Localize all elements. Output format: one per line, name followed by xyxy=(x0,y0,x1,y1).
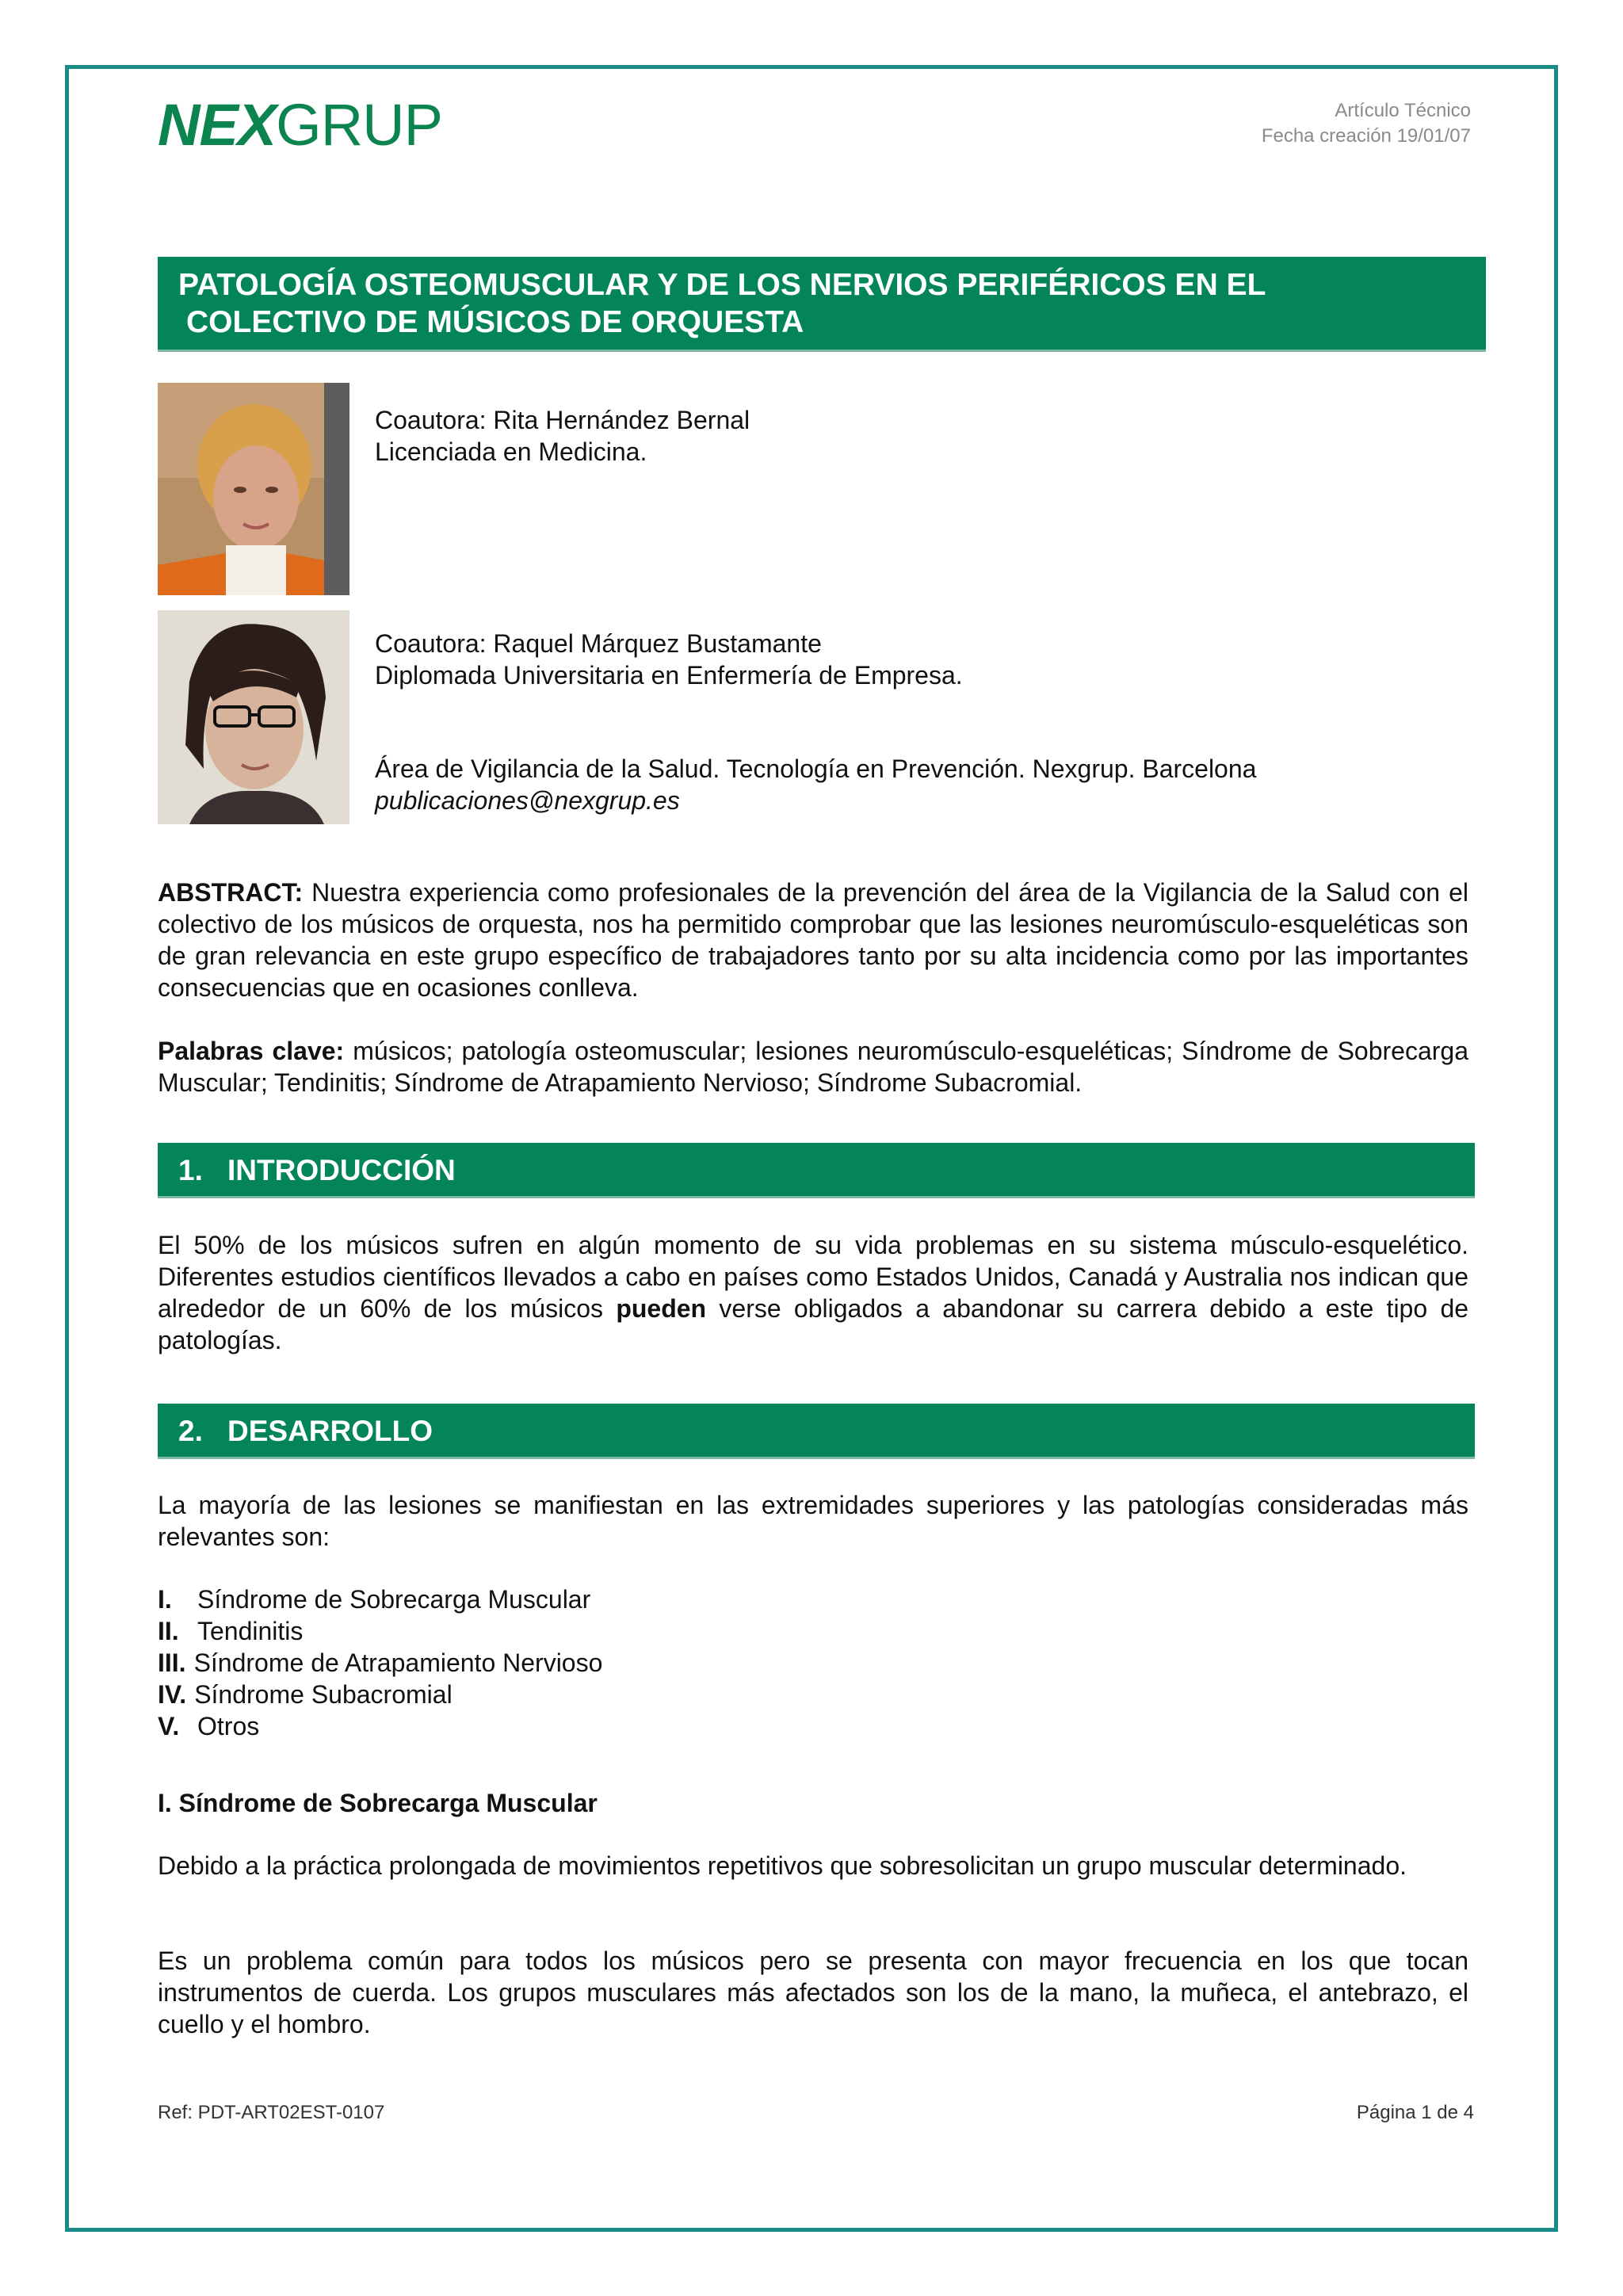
keywords-text: músicos; patología osteomuscular; lesiones neuromúsculo-esqueléticas; Síndrome de Sobrecarga Muscular; Tendinitis; Síndrome de Atrapamiento Nervioso; Síndrome Subacromial. xyxy=(158,1037,1469,1097)
footer-page-number: Página 1 de 4 xyxy=(1356,2102,1474,2123)
section-number: 1. xyxy=(178,1154,203,1186)
intro-text-end: verse obligados a abandonar su carrera debido a este tipo de patologías. xyxy=(158,1294,1469,1354)
list-item: III. Síndrome de Atrapamiento Nervioso xyxy=(158,1648,603,1677)
title-line-1: PATOLOGÍA OSTEOMUSCULAR Y DE LOS NERVIOS PERIFÉRICOS EN EL xyxy=(178,268,1266,302)
subsection-heading: I. Síndrome de Sobrecarga Muscular xyxy=(158,1789,598,1817)
list-item: I. Síndrome de Sobrecarga Muscular xyxy=(158,1585,591,1614)
article-title xyxy=(158,257,1486,352)
sobrecarga-paragraph-2: Es un problema común para todos los músicos pero se presenta con mayor frecuencia en los que tocan instrumentos de cuerda. Los grupos musculares más afectados son los de la mano, la muñeca, el antebrazo, el cuello y el hombro. xyxy=(158,1946,1468,2038)
author-photo-rita xyxy=(158,383,349,595)
keywords xyxy=(158,1035,1468,1098)
author-raquel xyxy=(375,628,963,691)
doc-type: Artículo Técnico xyxy=(1335,100,1471,121)
list-item: II. Tendinitis xyxy=(158,1617,304,1645)
author-photo-raquel xyxy=(158,610,349,824)
author-title: Diplomada Universitaria en Enfermería de Empresa. xyxy=(375,661,963,690)
footer-ref: Ref: PDT-ART02EST-0107 xyxy=(158,2102,385,2123)
affiliation-text: Área de Vigilancia de la Salud. Tecnología en Prevención. Nexgrup. Barcelona xyxy=(375,755,1257,783)
title-line-2: COLECTIVO DE MÚSICOS DE ORQUESTA xyxy=(186,305,804,339)
intro-paragraph xyxy=(158,1229,1468,1356)
author-rita xyxy=(375,404,750,468)
section-heading-desarrollo xyxy=(158,1404,1475,1459)
list-item: IV. Síndrome Subacromial xyxy=(158,1680,453,1709)
sobrecarga-paragraph-1: Debido a la práctica prolongada de movimientos repetitivos que sobresolicitan un grupo muscular determinado. xyxy=(158,1851,1407,1880)
abstract xyxy=(158,877,1468,1003)
section-title: INTRODUCCIÓN xyxy=(227,1154,456,1186)
document-meta xyxy=(1262,98,1471,149)
contact-email[interactable]: publicaciones@nexgrup.es xyxy=(375,786,680,815)
author-name: Coautora: Rita Hernández Bernal xyxy=(375,406,750,434)
list-item: V. Otros xyxy=(158,1712,260,1740)
abstract-label: ABSTRACT: xyxy=(158,878,304,907)
section-title: DESARROLLO xyxy=(227,1415,433,1447)
abstract-text: Nuestra experiencia como profesionales de la prevención del área de la Vigilancia de la Salud con el colectivo de los músicos de orquesta, nos ha permitido comprobar que las lesiones neuromúsculo-esqueléticas son de gran relevancia en este grupo específico de trabajadores tanto por su alta incidencia como por las importantes consecuencias que en ocasiones conlleva. xyxy=(158,878,1469,1002)
creation-date: Fecha creación 19/01/07 xyxy=(1261,125,1471,147)
author-name: Coautora: Raquel Márquez Bustamante xyxy=(375,629,822,658)
author-title: Licenciada en Medicina. xyxy=(375,437,647,466)
keywords-label: Palabras clave: xyxy=(158,1037,345,1065)
desarrollo-intro: La mayoría de las lesiones se manifiestan en las extremidades superiores y las patologías consideradas más relevantes son: xyxy=(158,1491,1468,1551)
nexgrup-logo: NEXGRUP xyxy=(158,92,442,158)
affiliation xyxy=(375,753,1256,816)
intro-bold: pueden xyxy=(616,1294,707,1323)
pathology-list xyxy=(158,1584,602,1742)
intro-text: El 50% de los músicos sufren en algún momento de su vida problemas en su sistema músculo-esquelético. Diferentes estudios científicos llevados a cabo en países como Estados Unidos, Canadá y Australia nos indican que alrededor de un 60% de los músicos xyxy=(158,1231,1468,1323)
section-heading-introduccion xyxy=(158,1143,1475,1198)
section-number: 2. xyxy=(178,1415,203,1447)
